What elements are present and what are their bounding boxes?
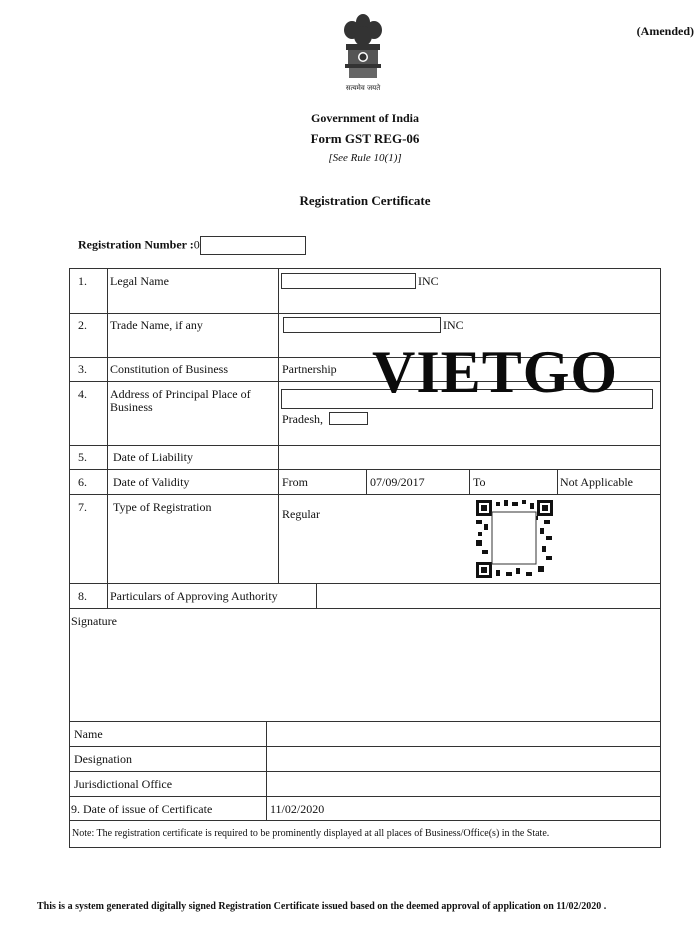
to-value: Not Applicable	[560, 475, 633, 489]
qr-code-icon	[476, 500, 553, 578]
redacted-box	[281, 273, 416, 289]
trade-name-suffix: INC	[443, 318, 464, 332]
row-number: 7.	[78, 500, 87, 514]
form-name: Form GST REG-06	[310, 131, 420, 146]
signature-label: Signature	[71, 614, 117, 628]
redacted-box	[200, 236, 306, 255]
type-of-registration-label: Type of Registration	[113, 500, 212, 514]
row-number: 1.	[78, 274, 87, 288]
row-number: 2.	[78, 318, 87, 332]
watermark: VIETGO	[372, 339, 619, 405]
redacted-box	[283, 317, 441, 333]
date-of-liability-label: Date of Liability	[113, 450, 193, 464]
row-number: 6.	[78, 475, 87, 489]
address-label: Address of Principal Place of Business	[110, 387, 251, 414]
svg-text:सत्यमेव जयते: सत्यमेव जयते	[345, 84, 381, 92]
display-note: Note: The registration certificate is required to be prominently displayed at all places of Business/Office(s) in the State.	[72, 828, 550, 839]
row-number: 8.	[78, 589, 87, 603]
name-label: Name	[74, 727, 103, 741]
amended-label: (Amended)	[636, 24, 694, 38]
certificate-title: Registration Certificate	[299, 193, 431, 208]
redacted-box	[329, 412, 368, 425]
registration-number-label: Registration Number :	[78, 237, 194, 252]
type-of-registration-value: Regular	[282, 507, 320, 521]
trade-name-label: Trade Name, if any	[110, 318, 203, 332]
legal-name-label: Legal Name	[110, 274, 169, 288]
jurisdictional-office-label: Jurisdictional Office	[74, 777, 173, 791]
footer-statement: This is a system generated digitally signed Registration Certificate issued based on the deemed approval of application on 11/02/2020 .	[37, 901, 607, 912]
issue-date-label: 9. Date of issue of Certificate	[71, 802, 213, 816]
date-of-validity-label: Date of Validity	[113, 475, 190, 489]
constitution-value: Partnership	[282, 362, 337, 376]
row-number: 3.	[78, 362, 87, 376]
row-number: 5.	[78, 450, 87, 464]
constitution-label: Constitution of Business	[110, 362, 229, 376]
rule-reference: [See Rule 10(1)]	[328, 152, 402, 164]
from-date: 07/09/2017	[370, 475, 425, 489]
registration-number-visible: 0	[193, 237, 200, 252]
to-label: To	[473, 475, 486, 489]
national-emblem-logo	[337, 8, 389, 94]
row-number: 4.	[78, 387, 87, 401]
from-label: From	[282, 475, 309, 489]
government-heading: Government of India	[311, 111, 419, 125]
address-value: Pradesh,	[282, 412, 323, 426]
issue-date-value: 11/02/2020	[270, 802, 325, 816]
approving-authority-label: Particulars of Approving Authority	[110, 589, 278, 603]
designation-label: Designation	[74, 752, 132, 766]
legal-name-suffix: INC	[418, 274, 439, 288]
registration-number	[78, 236, 306, 255]
